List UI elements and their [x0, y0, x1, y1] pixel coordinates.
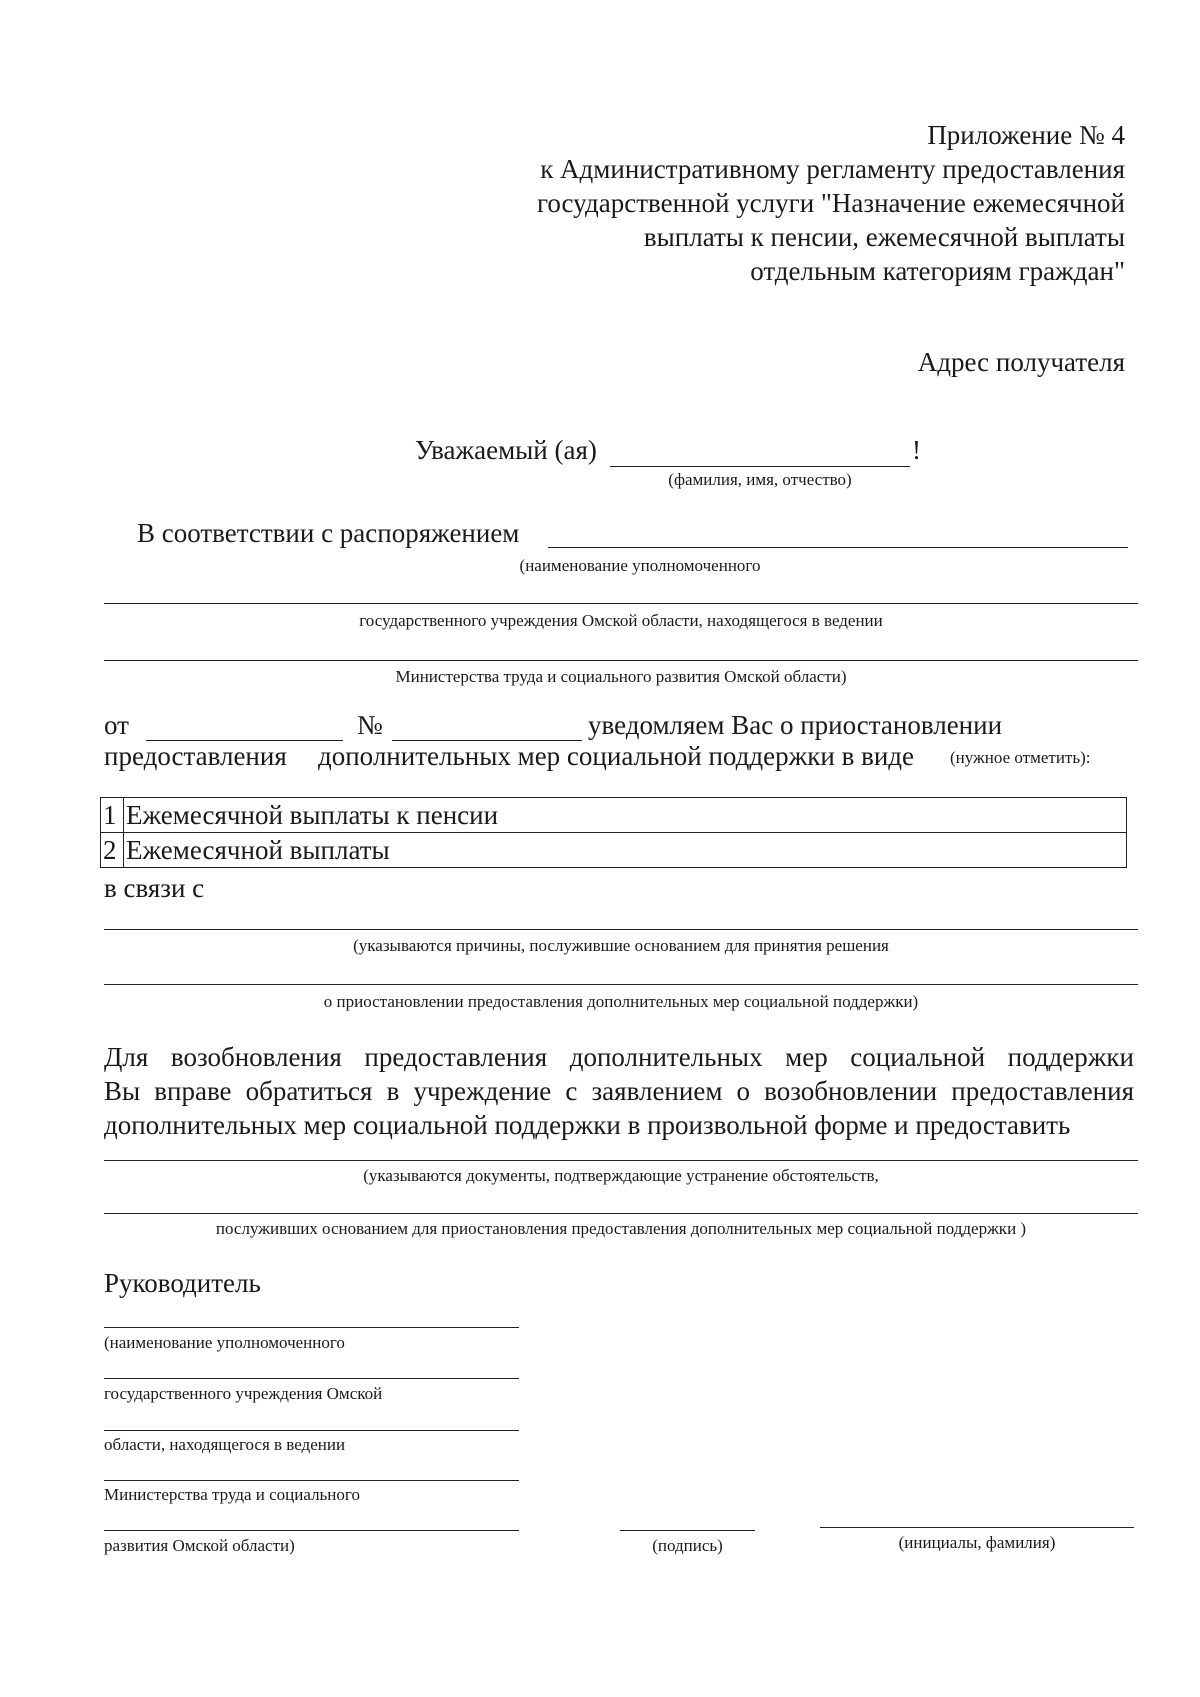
order-label: В соответствии с распоряжением — [137, 518, 520, 548]
ministry-field[interactable] — [104, 660, 1138, 661]
head-title: Руководитель — [104, 1268, 261, 1298]
resume-line: Вы вправе обратиться в учреждение с заявлением о возобновлении предоставления — [104, 1076, 1134, 1106]
order-caption: (наименование уполномоченного — [519, 556, 761, 575]
mark-needed-note: (нужное отметить): — [950, 748, 1091, 767]
recipient-address-label: Адрес получателя — [917, 347, 1125, 377]
date-prefix: от — [104, 710, 129, 740]
resume-line: дополнительных мер социальной поддержки в произвольной форме и предоставить — [104, 1110, 1071, 1140]
order-field[interactable] — [548, 547, 1128, 548]
org-field-2[interactable] — [104, 1378, 519, 1379]
reason-caption-1: (указываются причины, послужившие основанием для принятия решения — [353, 936, 889, 955]
header-line: государственной услуги "Назначение ежемесячной — [536, 188, 1125, 218]
header-line: отдельным категориям граждан" — [750, 256, 1125, 286]
reason-field-2[interactable] — [104, 984, 1138, 985]
table-row[interactable] — [101, 833, 1127, 868]
header-line: к Административному регламенту предоставления — [540, 154, 1125, 184]
option-label: Ежемесячной выплаты к пенсии — [124, 798, 1127, 833]
name-initials-caption: (инициалы, фамилия) — [898, 1533, 1056, 1552]
option-number: 1 — [101, 798, 124, 833]
number-sign: № — [357, 710, 383, 740]
org-caption: Министерства труда и социального — [104, 1485, 360, 1504]
org-field-1[interactable] — [104, 1327, 519, 1328]
option-number: 2 — [101, 833, 124, 868]
reason-caption-2: о приостановлении предоставления дополнительных мер социальной поддержки) — [323, 992, 919, 1011]
resume-paragraph — [104, 1040, 1134, 1142]
header-line: Приложение № 4 — [927, 120, 1125, 150]
greeting-label: Уважаемый (ая) — [415, 435, 597, 465]
institution-caption: государственного учреждения Омской области, находящегося в ведении — [359, 611, 883, 630]
signature-caption: (подпись) — [652, 1536, 723, 1555]
appendix-header — [470, 118, 1125, 288]
signature-field[interactable] — [620, 1530, 755, 1531]
ministry-caption: Министерства труда и социального развития Омской области) — [395, 667, 847, 686]
org-caption: (наименование уполномоченного — [104, 1333, 345, 1352]
org-caption: области, находящегося в ведении — [104, 1435, 346, 1454]
recipient-name-field[interactable] — [610, 466, 910, 467]
org-field-3[interactable] — [104, 1430, 519, 1431]
greeting-exclamation: ! — [912, 435, 921, 465]
org-caption: государственного учреждения Омской — [104, 1384, 383, 1403]
org-field-5[interactable] — [104, 1530, 519, 1531]
notice-line2-end: дополнительных мер социальной поддержки в виде — [318, 741, 914, 771]
institution-field[interactable] — [104, 603, 1138, 604]
documents-caption-2: послуживших основанием для приостановления предоставления дополнительных мер социальной поддержки ) — [215, 1219, 1027, 1238]
reason-label: в связи с — [104, 873, 205, 903]
option-label: Ежемесячной выплаты — [124, 833, 1127, 868]
documents-field-1[interactable] — [104, 1160, 1138, 1161]
resume-line: Для возобновления предоставления дополнительных мер социальной поддержки — [104, 1042, 1134, 1072]
documents-caption-1: (указываются документы, подтверждающие устранение обстоятельств, — [363, 1166, 879, 1185]
header-line: выплаты к пенсии, ежемесячной выплаты — [643, 222, 1125, 252]
table-row[interactable] — [101, 798, 1127, 833]
org-field-4[interactable] — [104, 1480, 519, 1481]
reason-field-1[interactable] — [104, 929, 1138, 930]
options-table — [100, 797, 1127, 868]
name-initials-field[interactable] — [820, 1527, 1134, 1528]
notice-line2-start: предоставления — [104, 741, 287, 771]
recipient-name-caption: (фамилия, имя, отчество) — [668, 470, 852, 489]
notify-text: уведомляем Вас о приостановлении — [588, 710, 1003, 740]
org-caption: развития Омской области) — [104, 1536, 295, 1555]
documents-field-2[interactable] — [104, 1213, 1138, 1214]
